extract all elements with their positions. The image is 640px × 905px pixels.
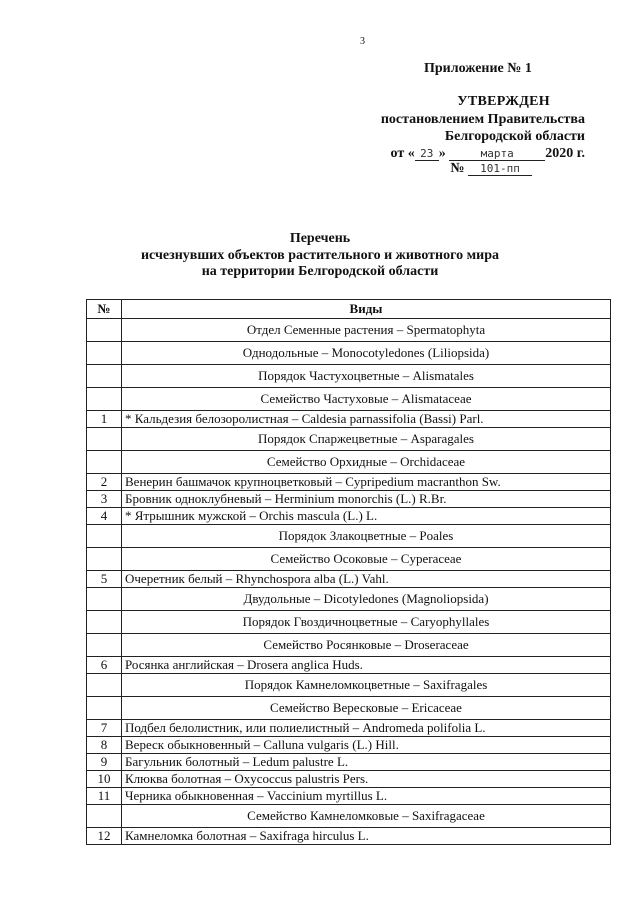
taxon-group-name: Порядок Камнеломкоцветные – Saxifragales (122, 674, 611, 697)
species-table (86, 299, 611, 845)
taxon-group-row (87, 525, 611, 548)
taxon-group-name: Семейство Вересковые – Ericaceae (122, 697, 611, 720)
row-number: 2 (87, 474, 122, 491)
date-day: 23 (415, 147, 439, 161)
date-year: 2020 г. (545, 146, 585, 161)
species-row (87, 737, 611, 754)
row-number (87, 611, 122, 634)
species-name: Черника обыкновенная – Vaccinium myrtillus L. (122, 788, 611, 805)
row-number (87, 588, 122, 611)
species-row (87, 571, 611, 588)
species-row (87, 474, 611, 491)
page-number: 3 (360, 36, 365, 47)
document-number: 101-пп (468, 162, 532, 176)
header-number: № (87, 300, 122, 319)
row-number: 4 (87, 508, 122, 525)
taxon-group-name: Семейство Орхидные – Orchidaceae (122, 451, 611, 474)
approval-number (450, 161, 532, 177)
approval-line-2: Белгородской области (444, 129, 585, 144)
taxon-group-row (87, 388, 611, 411)
species-row (87, 411, 611, 428)
species-name: * Ятрышник мужской – Orchis mascula (L.) L. (122, 508, 611, 525)
document-title: Перечень (289, 231, 351, 246)
taxon-group-row (87, 548, 611, 571)
row-number: 3 (87, 491, 122, 508)
row-number (87, 525, 122, 548)
species-name: Бровник одноклубневый – Herminium monorchis (L.) R.Br. (122, 491, 611, 508)
taxon-group-row (87, 319, 611, 342)
species-name: * Кальдезия белозоролистная – Caldesia parnassifolia (Bassi) Parl. (122, 411, 611, 428)
species-name: Клюква болотная – Oxycoccus palustris Pers. (122, 771, 611, 788)
species-row (87, 491, 611, 508)
taxon-group-name: Порядок Злакоцветные – Poales (122, 525, 611, 548)
document-subtitle-1: исчезнувших объектов растительного и животного мира (140, 248, 500, 263)
row-number (87, 342, 122, 365)
row-number (87, 451, 122, 474)
row-number: 6 (87, 657, 122, 674)
species-name: Венерин башмачок крупноцветковый – Cypripedium macranthon Sw. (122, 474, 611, 491)
header-species: Виды (122, 300, 611, 319)
species-name: Росянка английская – Drosera anglica Huds. (122, 657, 611, 674)
taxon-group-name: Порядок Гвоздичноцветные – Caryophyllales (122, 611, 611, 634)
taxon-group-row (87, 588, 611, 611)
taxon-group-name: Семейство Осоковые – Cyperaceae (122, 548, 611, 571)
species-row (87, 657, 611, 674)
row-number (87, 388, 122, 411)
species-name: Вереск обыкновенный – Calluna vulgaris (L.) Hill. (122, 737, 611, 754)
taxon-group-row (87, 611, 611, 634)
species-row (87, 771, 611, 788)
row-number (87, 805, 122, 828)
date-quote: » (438, 146, 446, 161)
taxon-group-name: Порядок Частухоцветные – Alismatales (122, 365, 611, 388)
taxon-group-row (87, 365, 611, 388)
row-number: 10 (87, 771, 122, 788)
taxon-group-name: Двудольные – Dicotyledones (Magnoliopsida) (122, 588, 611, 611)
taxon-group-name: Отдел Семенные растения – Spermatophyta (122, 319, 611, 342)
row-number: 12 (87, 828, 122, 845)
taxon-group-row (87, 674, 611, 697)
species-name: Камнеломка болотная – Saxifraga hirculus L. (122, 828, 611, 845)
date-month: марта (449, 147, 545, 161)
species-row (87, 754, 611, 771)
species-row (87, 788, 611, 805)
taxon-group-name: Семейство Росянковые – Droseraceae (122, 634, 611, 657)
species-row (87, 720, 611, 737)
row-number (87, 365, 122, 388)
species-row (87, 828, 611, 845)
species-name: Подбел белолистник, или полиелистный – Andromeda polifolia L. (122, 720, 611, 737)
row-number (87, 634, 122, 657)
approval-line-1: постановлением Правительства (380, 112, 585, 127)
approval-date (391, 146, 585, 162)
row-number: 5 (87, 571, 122, 588)
document-subtitle-2: на территории Белгородской области (201, 264, 439, 279)
row-number (87, 428, 122, 451)
species-name: Багульник болотный – Ledum palustre L. (122, 754, 611, 771)
taxon-group-row (87, 451, 611, 474)
approval-heading: УТВЕРЖДЕН (457, 94, 550, 109)
taxon-group-name: Однодольные – Monocotyledones (Liliopsida) (122, 342, 611, 365)
taxon-group-row (87, 342, 611, 365)
row-number (87, 548, 122, 571)
species-name: Очеретник белый – Rhynchospora alba (L.) Vahl. (122, 571, 611, 588)
date-prefix: от « (390, 146, 415, 161)
row-number: 9 (87, 754, 122, 771)
row-number: 8 (87, 737, 122, 754)
row-number (87, 697, 122, 720)
taxon-group-name: Семейство Камнеломковые – Saxifragaceae (122, 805, 611, 828)
species-row (87, 508, 611, 525)
row-number (87, 674, 122, 697)
row-number: 7 (87, 720, 122, 737)
taxon-group-name: Порядок Спаржецветные – Asparagales (122, 428, 611, 451)
appendix-label: Приложение № 1 (424, 61, 532, 76)
table-header-row (87, 300, 611, 319)
row-number (87, 319, 122, 342)
number-prefix: № (450, 161, 465, 176)
row-number: 1 (87, 411, 122, 428)
taxon-group-name: Семейство Частуховые – Alismataceae (122, 388, 611, 411)
taxon-group-row (87, 805, 611, 828)
taxon-group-row (87, 634, 611, 657)
table-body (87, 319, 611, 845)
taxon-group-row (87, 697, 611, 720)
taxon-group-row (87, 428, 611, 451)
row-number: 11 (87, 788, 122, 805)
